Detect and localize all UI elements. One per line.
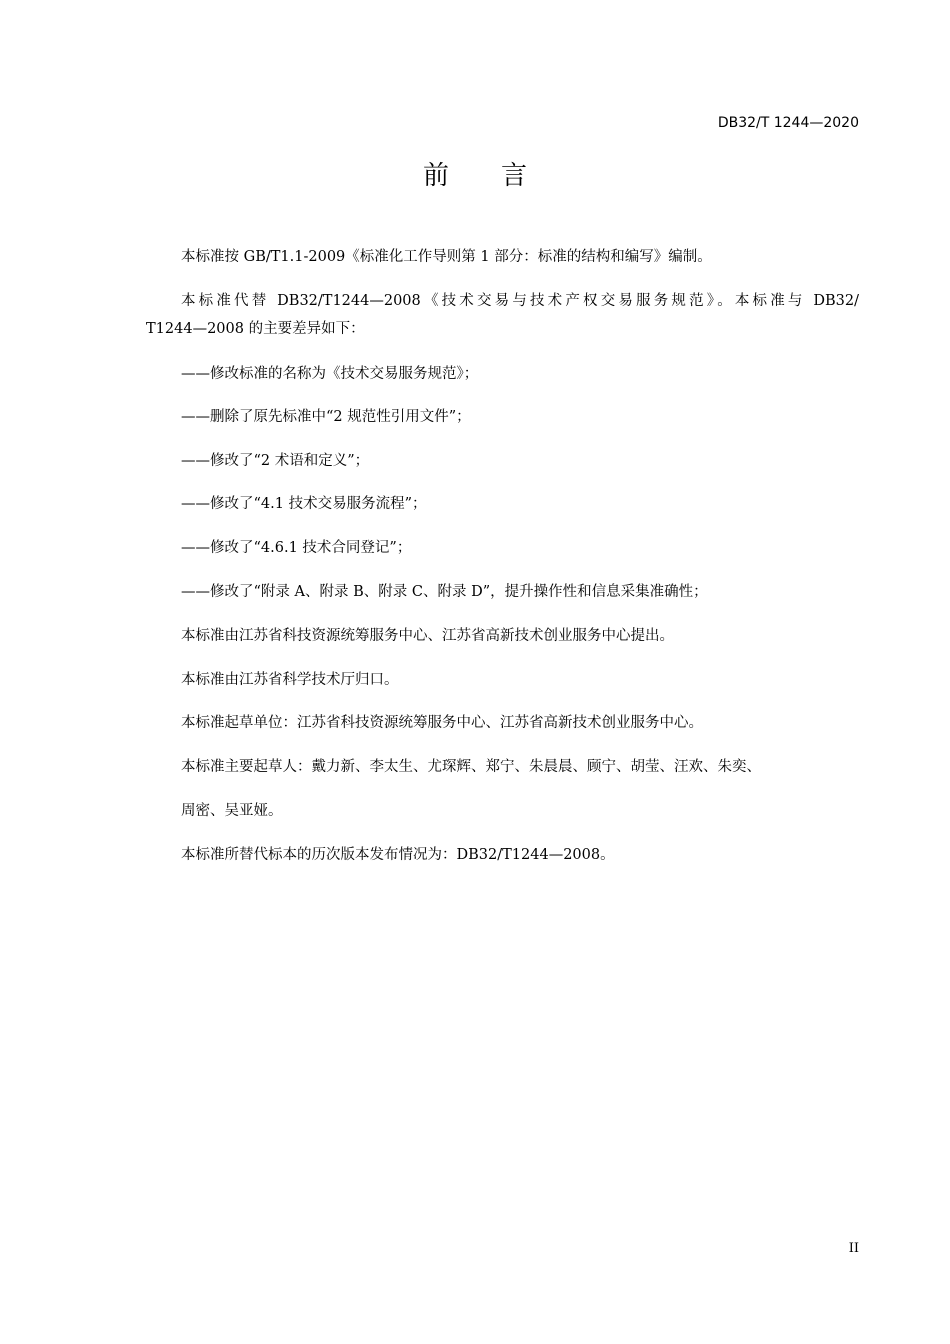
title-char-2: 言 [501, 161, 528, 191]
paragraph-drafting-units: 本标准起草单位：江苏省科技资源统筹服务中心、江苏省高新技术创业服务中心。 [181, 715, 703, 731]
paragraph-replacement-line-2: T1244—2008 的主要差异如下： [146, 321, 365, 337]
list-item: ——修改了“附录 A、附录 B、附录 C、附录 D”，提升操作性和信息采集准确性； [181, 584, 708, 600]
page-title [0, 155, 950, 192]
document-code: DB32/T 1244—2020 [717, 115, 859, 131]
list-item: ——修改了“4.6.1 技术合同登记”； [181, 540, 412, 556]
paragraph-drafters-line-2: 周密、吴亚娅。 [181, 803, 283, 819]
paragraph-drafters-line-1: 本标准主要起草人：戴力新、李太生、尤琛辉、郑宁、朱晨晨、顾宁、胡莹、汪欢、朱奕、 [181, 759, 761, 775]
page-number: II [848, 1241, 859, 1256]
paragraph-owner: 本标准由江苏省科学技术厅归口。 [181, 672, 399, 688]
list-item: ——删除了原先标准中“2 规范性引用文件”； [181, 409, 471, 425]
paragraph-standard-basis: 本标准按 GB/T1.1-2009《标准化工作导则第 1 部分：标准的结构和编写》编制。 [181, 249, 712, 265]
list-item: ——修改了“4.1 技术交易服务流程”； [181, 496, 427, 512]
list-item: ——修改标准的名称为《技术交易服务规范》； [181, 366, 479, 382]
paragraph-replacement [146, 287, 859, 343]
paragraph-replacement-line-1: 本标准代替 DB32/T1244—2008《技术交易与技术产权交易服务规范》。本标准与 DB32/ [181, 293, 859, 309]
title-char-1: 前 [422, 161, 449, 191]
paragraph-proposed-by: 本标准由江苏省科技资源统筹服务中心、江苏省高新技术创业服务中心提出。 [181, 628, 674, 644]
list-item: ——修改了“2 术语和定义”； [181, 453, 370, 469]
paragraph-version-history: 本标准所替代标本的历次版本发布情况为：DB32/T1244—2008。 [181, 847, 615, 863]
